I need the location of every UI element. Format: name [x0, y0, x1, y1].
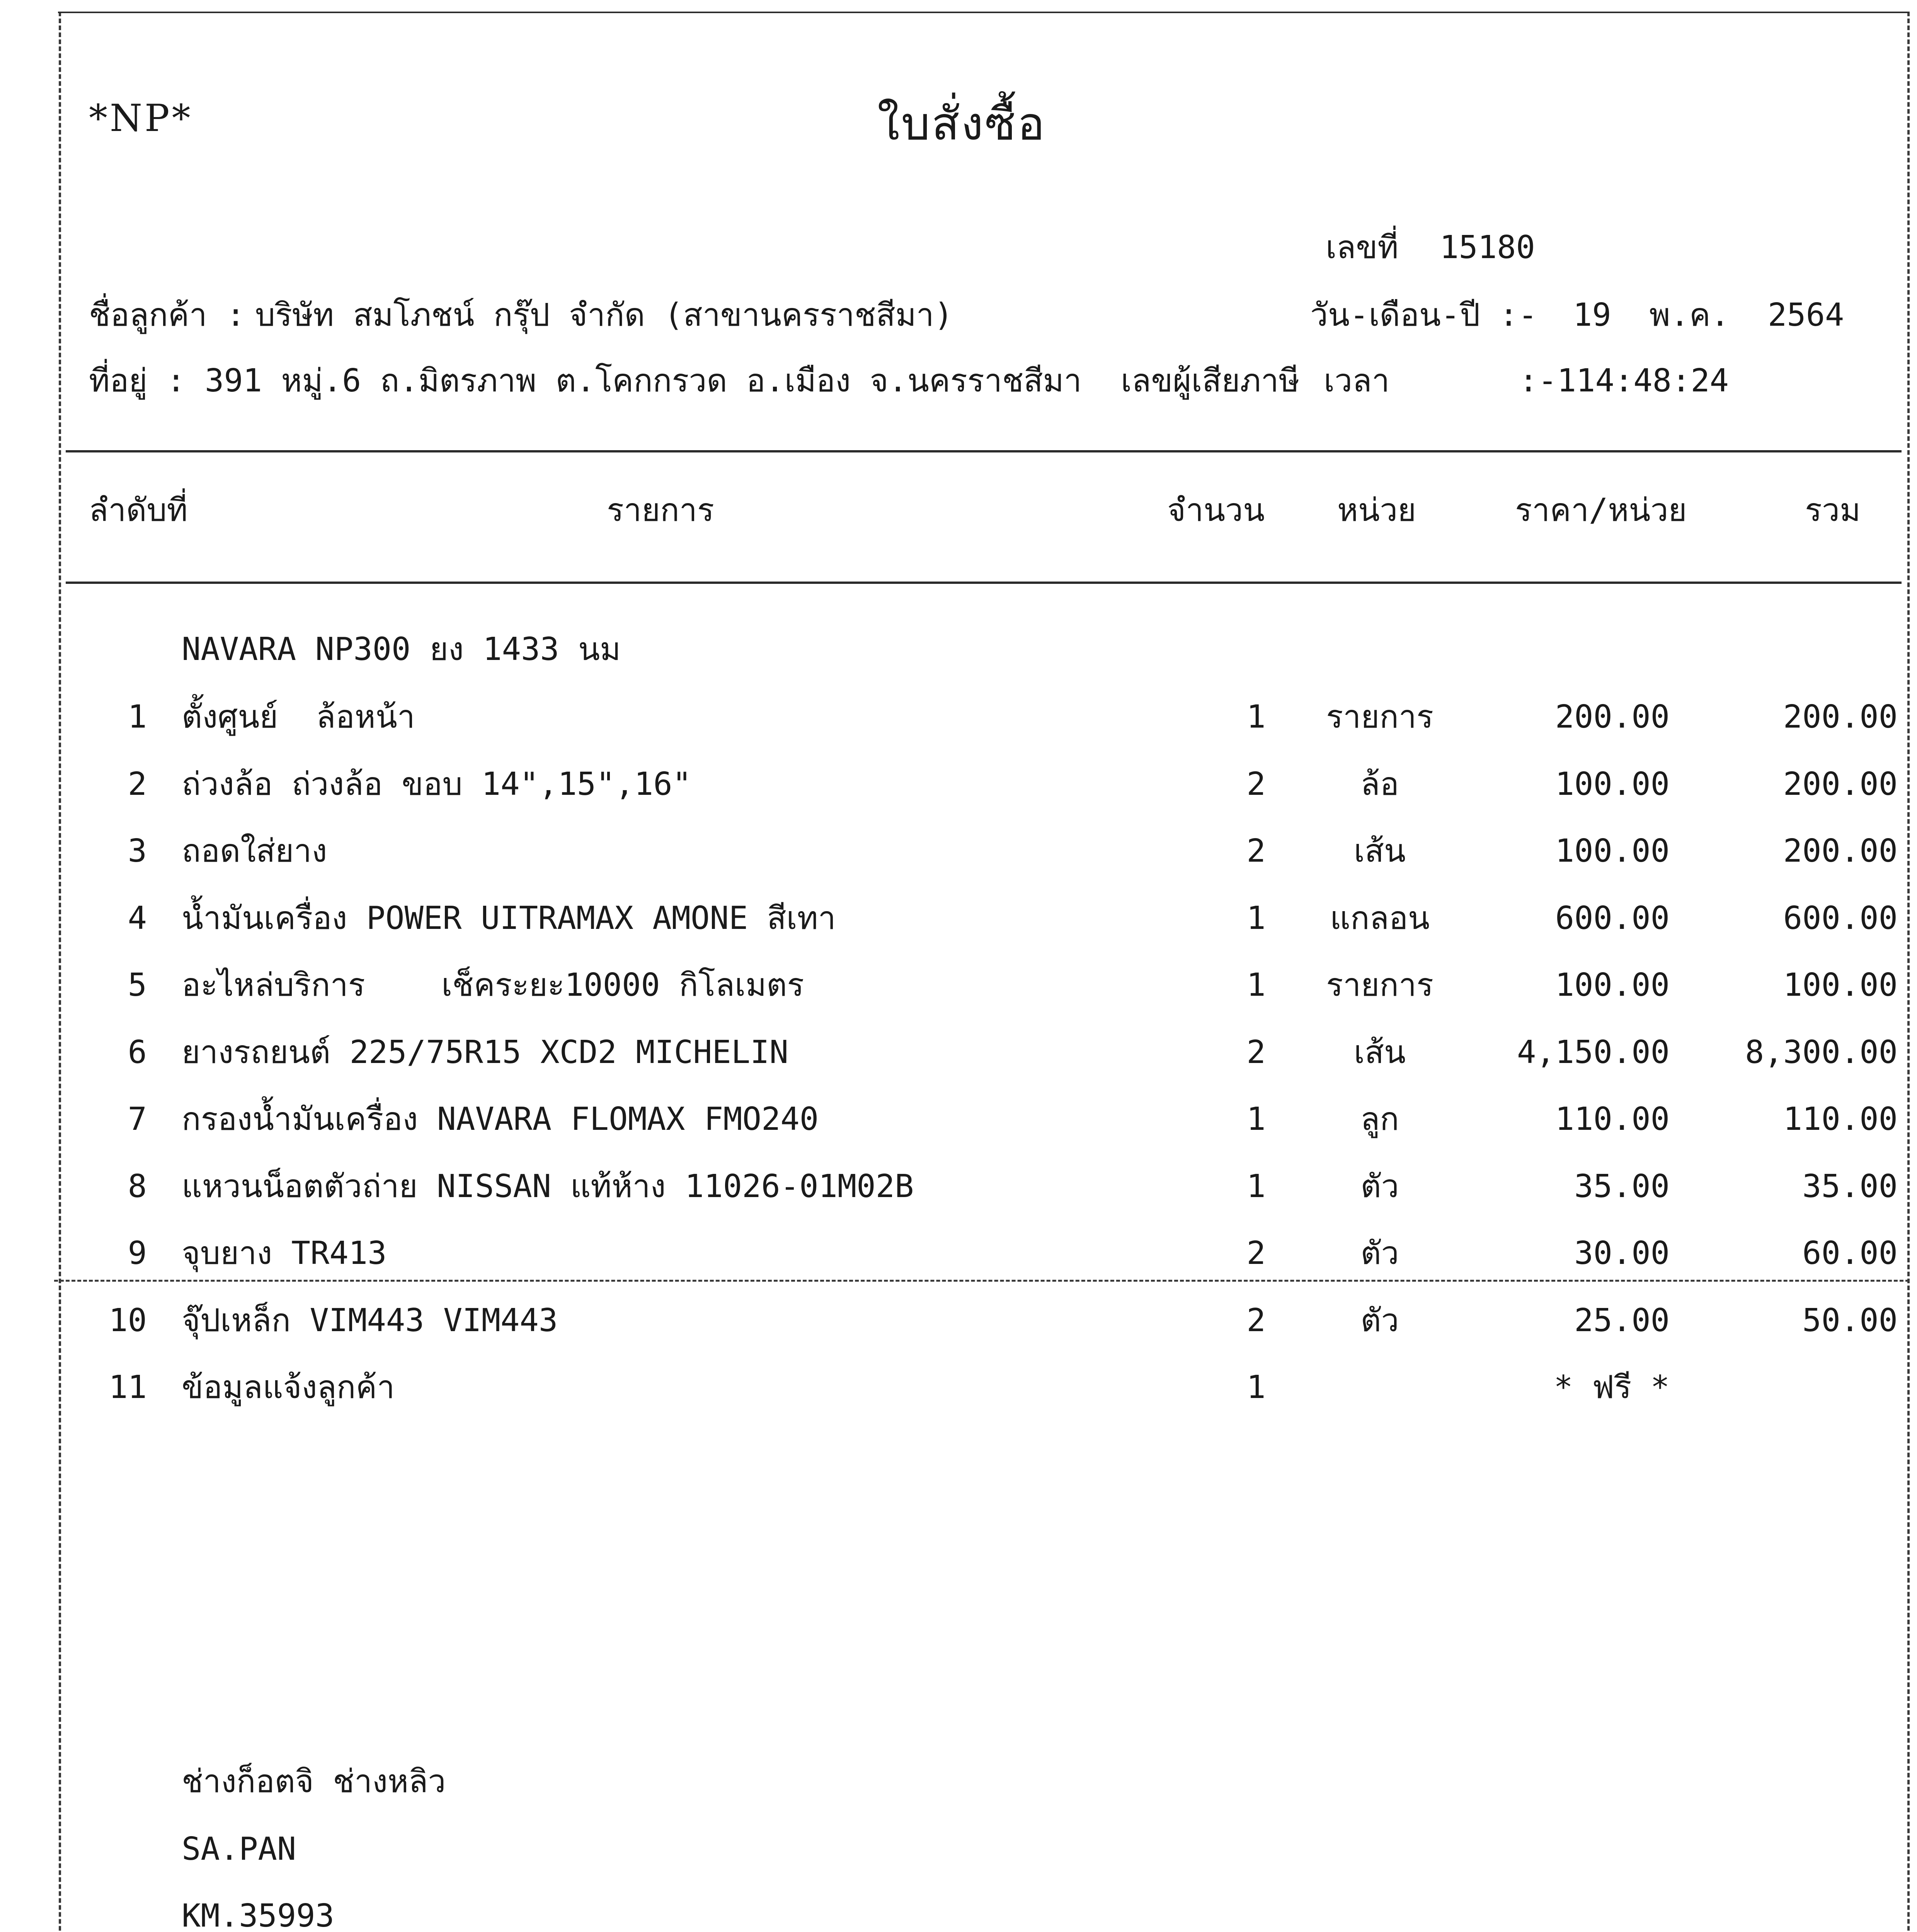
row-qty: 1 — [1246, 900, 1266, 937]
row-qty: 1 — [1246, 699, 1266, 735]
left-border — [59, 12, 61, 1932]
row-total: 60.00 — [1802, 1235, 1898, 1272]
page-title: ใบสั่งซื้อ — [877, 97, 1047, 150]
row-total: 200.00 — [1783, 766, 1898, 803]
row-unit: รายการ — [1326, 699, 1433, 735]
row-item: น้ำมันเครื่อง POWER UITRAMAX AMONE สีเทา — [182, 900, 836, 937]
row-qty: 2 — [1246, 833, 1266, 869]
row-item: ยางรถยนต์ 225/75R15 XCD2 MICHELIN — [182, 1034, 789, 1071]
row-total: 8,300.00 — [1745, 1034, 1898, 1071]
row-price: 100.00 — [1555, 766, 1670, 803]
date-label: วัน-เดือน-ปี :- — [1310, 297, 1537, 333]
row-price: 600.00 — [1555, 900, 1670, 937]
row-item: กรองน้ำมันเครื่อง NAVARA FLOMAX FMO240 — [182, 1101, 819, 1138]
row-qty: 2 — [1246, 1235, 1266, 1272]
row-no: 9 — [128, 1235, 147, 1272]
col-header-unit: หน่วย — [1337, 492, 1416, 529]
row-qty: 2 — [1246, 1302, 1266, 1339]
row-no: 11 — [109, 1369, 147, 1406]
row-qty: 1 — [1246, 967, 1266, 1003]
row-unit: ตัว — [1360, 1168, 1399, 1205]
row-price: 110.00 — [1555, 1101, 1670, 1138]
row-item: ถ่วงล้อ ถ่วงล้อ ขอบ 14",15",16" — [182, 766, 691, 803]
address-value: 391 หมู่.6 ถ.มิตรภาพ ต.โคกกรวด อ.เมือง จ.นครราชสีมา — [205, 362, 1082, 399]
row-total: 50.00 — [1802, 1302, 1898, 1339]
col-header-total: รวม — [1805, 492, 1861, 529]
row-unit: แกลอน — [1330, 900, 1430, 937]
row-unit: ตัว — [1360, 1302, 1399, 1339]
col-header-no: ลำดับที่ — [89, 492, 188, 529]
vehicle-line: NAVARA NP300 ยง 1433 นม — [182, 631, 621, 668]
row-qty: 2 — [1246, 766, 1266, 803]
row-price: 30.00 — [1574, 1235, 1670, 1272]
row-price: 35.00 — [1574, 1168, 1670, 1205]
row-unit: ตัว — [1360, 1235, 1399, 1272]
row-qty: 1 — [1246, 1101, 1266, 1138]
row-item: จุบยาง TR413 — [182, 1235, 387, 1272]
col-header-price: ราคา/หน่วย — [1515, 492, 1687, 529]
row-qty: 1 — [1246, 1369, 1266, 1406]
row-total: 110.00 — [1783, 1101, 1898, 1138]
col-header-item: รายการ — [607, 492, 714, 529]
row-item: แหวนน็อตตัวถ่าย NISSAN แท้ห้าง 11026-01M02B — [182, 1168, 914, 1205]
note-sa: SA.PAN — [182, 1831, 296, 1867]
row-no: 3 — [128, 833, 147, 869]
row-item: จุ๊ปเหล็ก VIM443 VIM443 — [182, 1302, 558, 1339]
top-border — [58, 12, 1909, 13]
address-label: ที่อยู่ : — [89, 362, 186, 399]
row-unit: ลูก — [1360, 1101, 1399, 1138]
row-total: 35.00 — [1802, 1168, 1898, 1205]
tax-id-label: เลขผู้เสียภาษี — [1121, 362, 1300, 399]
time-value: :-114:48:24 — [1519, 362, 1729, 399]
table-header-rule — [66, 582, 1902, 584]
row-no: 7 — [128, 1101, 147, 1138]
row-price: 100.00 — [1555, 833, 1670, 869]
note-km: KM.35993 — [182, 1898, 334, 1932]
row-price: * ฟรี * — [1554, 1369, 1670, 1406]
row-unit: เส้น — [1353, 833, 1406, 869]
row-total: 200.00 — [1783, 833, 1898, 869]
row-price: 200.00 — [1555, 699, 1670, 735]
row-price: 100.00 — [1555, 967, 1670, 1003]
row-item: ข้อมูลแจ้งลูกค้า — [182, 1369, 395, 1406]
note-mechanics: ช่างก็อตจิ ช่างหลิว — [182, 1763, 446, 1800]
row-no: 5 — [128, 967, 147, 1003]
row-no: 1 — [128, 699, 147, 735]
row-no: 8 — [128, 1168, 147, 1205]
doc-mark: *NP* — [89, 97, 193, 140]
row-price: 4,150.00 — [1517, 1034, 1670, 1071]
row-qty: 2 — [1246, 1034, 1266, 1071]
customer-value: บริษัท สมโภชน์ กรุ๊ป จำกัด (สาขานครราชสีมา) — [255, 297, 953, 333]
row-item: ตั้งศูนย์ ล้อหน้า — [182, 699, 415, 735]
table-top-rule — [66, 450, 1902, 452]
row-no: 6 — [128, 1034, 147, 1071]
date-value: 19 พ.ค. 2564 — [1573, 297, 1844, 333]
row-no: 10 — [109, 1302, 147, 1339]
doc-number-value: 15180 — [1440, 229, 1535, 266]
row-no: 4 — [128, 900, 147, 937]
doc-number-label: เลขที่ — [1326, 229, 1399, 266]
row-item: อะไหล่บริการ เช็คระยะ10000 กิโลเมตร — [182, 967, 804, 1003]
row-total: 200.00 — [1783, 699, 1898, 735]
row-separator — [54, 1280, 1909, 1282]
row-price: 25.00 — [1574, 1302, 1670, 1339]
customer-label: ชื่อลูกค้า : — [89, 297, 245, 333]
row-unit: รายการ — [1326, 967, 1433, 1003]
row-total: 600.00 — [1783, 900, 1898, 937]
time-label: เวลา — [1324, 362, 1390, 399]
row-unit: เส้น — [1353, 1034, 1406, 1071]
row-total: 100.00 — [1783, 967, 1898, 1003]
row-no: 2 — [128, 766, 147, 803]
row-unit: ล้อ — [1360, 766, 1399, 803]
row-item: ถอดใส่ยาง — [182, 833, 327, 869]
row-qty: 1 — [1246, 1168, 1266, 1205]
right-border — [1907, 12, 1910, 1932]
col-header-qty: จำนวน — [1167, 492, 1265, 529]
